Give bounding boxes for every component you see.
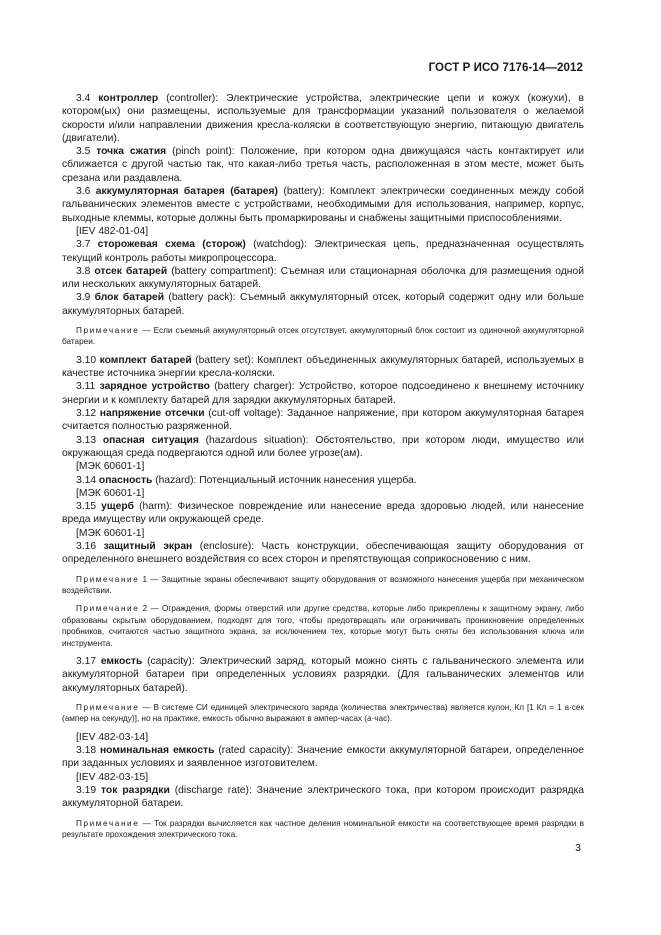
document-body	[62, 92, 584, 846]
definition-text: (cut-off voltage): Заданное напряжение, при котором аккумуляторная батарея считается полностью разряженной.	[62, 408, 584, 433]
note-label: Примечание	[76, 326, 140, 336]
definition-term: номинальная емкость	[99, 745, 215, 757]
definition-number: 3.19	[76, 784, 102, 796]
definition-paragraph	[62, 145, 584, 185]
definition-number: 3.13	[76, 434, 103, 446]
definition-number: 3.9	[76, 292, 95, 304]
definition-term: точка сжатия	[96, 146, 167, 158]
definition-term: защитный экран	[103, 541, 193, 553]
definition-text: (battery pack): Съемный аккумуляторный отсек, который содержит одну или больше аккумуляторных батарей.	[62, 292, 584, 317]
definition-paragraph	[62, 434, 584, 461]
definition-paragraph	[62, 474, 584, 487]
note-paragraph	[62, 325, 584, 348]
definition-number: 3.11	[76, 381, 100, 393]
definition-term: сторожевая схема (сторож)	[97, 239, 246, 251]
definition-paragraph	[62, 92, 584, 145]
note-paragraph	[62, 702, 584, 725]
definition-number: 3.18	[76, 745, 100, 757]
definition-term: контроллер	[98, 93, 159, 104]
definition-paragraph	[62, 291, 584, 318]
definition-paragraph	[62, 655, 584, 695]
definition-term: отсек батарей	[94, 265, 168, 277]
source-reference: [IEV 482-03-14]	[76, 731, 149, 743]
definition-number: 3.7	[76, 239, 98, 251]
definition-paragraph	[62, 265, 584, 292]
note-label: Примечание	[76, 604, 140, 614]
definition-term: опасная ситуация	[102, 434, 199, 446]
definition-term: комплект батарей	[99, 354, 192, 366]
note-text: 2 — Ограждения, формы отверстий или другие средства, которые либо прикреплены к защитному экрану, либо образованы скрытым оборудованием, подходят для того, чтобы предотвращать или ограничивать проникновение определенных пробников, считаются частью защитного экрана, за исключением тех, которые могут быть сняты без использования ключа или инструмента.	[62, 604, 584, 648]
definition-number: 3.17	[76, 656, 101, 668]
source-reference: [МЭК 60601-1]	[76, 527, 145, 539]
note-text: — Ток разрядки вычисляется как частное деления номинальной емкости на соответствующее время разрядки в результате прохождения электрического тока.	[62, 818, 584, 839]
source-reference: [IEV 482-03-15]	[76, 771, 149, 783]
note-text: — Если съемный аккумуляторный отсек отсутствует, аккумуляторный блок состоит из одиночной аккумуляторной батареи.	[62, 326, 584, 347]
definition-term: зарядное устройство	[99, 381, 210, 393]
note-label: Примечание	[76, 702, 140, 712]
definition-number: 3.8	[76, 265, 95, 277]
definition-number: 3.5	[76, 146, 97, 158]
document-header: ГОСТ Р ИСО 7176-14—2012	[428, 62, 583, 74]
definition-text: (controller): Электрические устройства, электрические цепи и кожух (кожухи), в котором(ых) они размещены, используемые для трансформации указаний пользователя о желаемой скорости и/или направлении движения кресла-коляски в соответствующую энергию, питающую двигатель (двигатели).	[62, 93, 584, 144]
note-text: — В системе СИ единицей электрического заряда (количества электричества) является кулон, Кл [1 Кл = 1 а·сек (ампер на секунду)], но на практике, емкость обычно выражают в ампер-часах (а·час).	[62, 702, 584, 724]
definition-number: 3.12	[76, 408, 100, 420]
definition-term: аккумуляторная батарея (батарея)	[95, 186, 278, 198]
definition-paragraph	[62, 407, 584, 434]
definition-text: (hazard): Потенциальный источник нанесения ущерба.	[152, 474, 417, 486]
definition-text: (discharge rate): Значение электрического тока, при котором происходит разрядка аккумуляторной батареи.	[62, 784, 584, 810]
definition-paragraph	[62, 238, 584, 265]
note-paragraph	[62, 603, 584, 649]
note-text: 1 — Защитные экраны обеспечивают защиту оборудования от возможного нанесения ущерба при механическом воздействии.	[62, 574, 584, 596]
definition-text: (enclosure): Часть конструкции, обеспечивающая защиту оборудования от определенного внешнего воздействия со всех сторон и препятствующая соприкосновению с ним.	[62, 541, 585, 566]
definition-number: 3.4	[76, 93, 99, 104]
definition-term: емкость	[100, 656, 143, 668]
definition-paragraph	[62, 185, 584, 225]
definition-number: 3.14	[76, 474, 99, 486]
definition-paragraph	[62, 744, 584, 771]
note-paragraph	[62, 818, 584, 841]
definition-paragraph	[62, 354, 584, 381]
definition-text: (battery): Комплект электрически соединенных между собой гальванических элементов вместе с устройствами, необходимыми для использования, например, корпус, выходные клеммы, которые должны быть промаркированы и снабжены защитными приспособлениями.	[62, 186, 584, 224]
definition-paragraph	[62, 540, 584, 567]
definition-number: 3.16	[76, 541, 104, 553]
definition-text: (battery charger): Устройство, которое подсоединено к внешнему источнику энергии и к комплекту батарей для зарядки аккумуляторных батарей.	[62, 381, 584, 406]
definition-text: (capacity): Электрический заряд, который можно снять с гальванического элемента или аккумуляторной батареи при определенных условиях разрядки. (Для гальванических элементов или аккумуляторных батарей).	[62, 656, 584, 694]
source-reference: [МЭК 60601-1]	[76, 487, 145, 499]
definition-text: (battery compartment): Съемная или стационарная оболочка для размещения одной или нескольких аккумуляторных батарей.	[62, 265, 584, 291]
definition-term: блок батарей	[94, 292, 165, 304]
note-label: Примечание	[76, 574, 140, 584]
page-number: 3	[575, 842, 581, 854]
definition-term: ущерб	[101, 501, 134, 513]
definition-text: (pinch point): Положение, при котором одна движущаяся часть контактирует или сближается с другой частью так, что какая-либо третья часть, расположенная в этом месте, может быть срезана или раздавлена.	[62, 146, 584, 184]
definition-paragraph	[62, 500, 584, 527]
source-reference: [МЭК 60601-1]	[76, 461, 145, 473]
definition-text: (rated capacity): Значение емкости аккумуляторной батареи, определенное при заданных условиях и заявленное изготовителем.	[62, 745, 585, 770]
definition-term: ток разрядки	[101, 784, 170, 796]
note-label: Примечание	[76, 818, 140, 828]
definition-text: (hazardous situation): Обстоятельство, при котором люди, имущество или окружающая среда подвергаются одной или более угрозе(ам).	[62, 434, 584, 459]
definition-term: опасность	[98, 474, 153, 486]
definition-text: (battery set): Комплект объединенных аккумуляторных батарей, используемых в качестве источника энергии кресла-коляски.	[62, 354, 585, 380]
note-paragraph	[62, 574, 584, 597]
definition-term: напряжение отсечки	[99, 408, 205, 420]
source-reference: [IEV 482-01-04]	[76, 225, 149, 237]
definition-text: (harm): Физическое повреждение или нанесение вреда здоровью людей, или нанесение вреда имуществу или окружающей среде.	[62, 501, 584, 526]
definition-paragraph	[62, 380, 584, 407]
definition-number: 3.15	[76, 501, 102, 513]
definition-number: 3.10	[76, 354, 100, 366]
definition-number: 3.6	[76, 186, 96, 198]
definition-paragraph	[62, 784, 584, 811]
definition-text: (watchdog): Электрическая цепь, предназначенная осуществлять текущий контроль работы микропроцессора.	[62, 239, 584, 264]
